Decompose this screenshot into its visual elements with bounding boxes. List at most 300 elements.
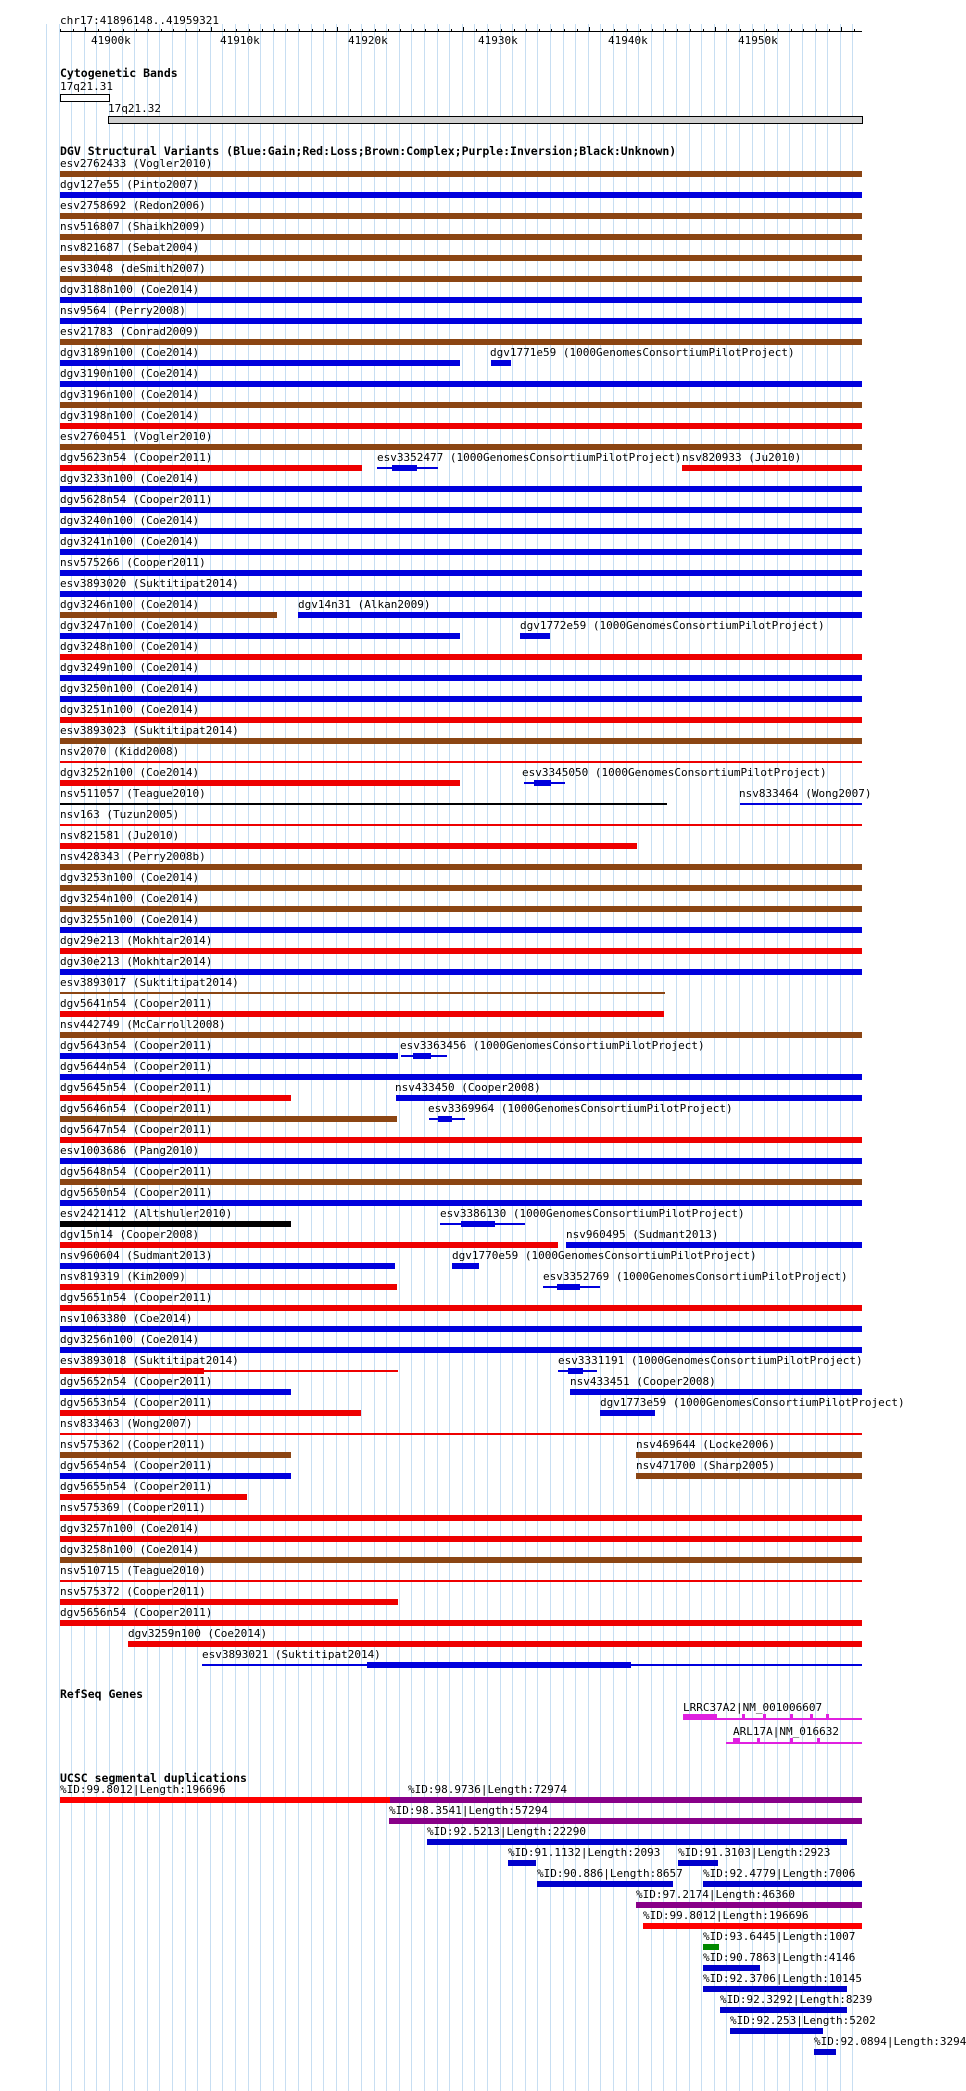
dgv-feature-nsv1063380-label: nsv1063380 (Coe2014) bbox=[60, 1312, 193, 1325]
ruler-tick bbox=[60, 29, 61, 32]
ruler-tick bbox=[514, 29, 515, 32]
ruler-tick bbox=[551, 29, 552, 32]
dgv-feature-dgv29e213-label: dgv29e213 (Mokhtar2014) bbox=[60, 934, 213, 947]
dgv-feature-dgv30e213[interactable] bbox=[60, 969, 862, 975]
grid-line bbox=[714, 24, 715, 2091]
dgv-feature-dgv5643n54-label: dgv5643n54 (Cooper2011) bbox=[60, 1039, 213, 1052]
grid-line bbox=[449, 24, 450, 2091]
segdup-feature[interactable] bbox=[643, 1923, 862, 1929]
grid-line bbox=[525, 24, 526, 2091]
segdup-label: %ID:92.0894|Length:3294 bbox=[814, 2035, 966, 2048]
dgv-feature-esv33048-label: esv33048 (deSmith2007) bbox=[60, 262, 206, 275]
ruler-tick bbox=[564, 29, 565, 32]
grid-line bbox=[437, 24, 438, 2091]
dgv-feature-dgv5656n54[interactable] bbox=[60, 1620, 862, 1626]
ruler-tick bbox=[274, 29, 275, 32]
dgv-feature-esv2762433[interactable] bbox=[60, 171, 862, 177]
dgv-feature-dgv5650n54[interactable] bbox=[60, 1200, 862, 1206]
ruler-tick bbox=[350, 29, 351, 32]
grid-line bbox=[462, 24, 463, 2091]
segdup-label: %ID:91.3103|Length:2923 bbox=[678, 1846, 831, 1859]
ruler-tick bbox=[299, 29, 300, 32]
ruler-tick bbox=[136, 29, 137, 32]
segdup-label: %ID:99.8012|Length:196696 bbox=[60, 1783, 226, 1796]
dgv-feature-dgv3251n100[interactable] bbox=[60, 717, 862, 723]
dgv-feature-nsv821581-label: nsv821581 (Ju2010) bbox=[60, 829, 180, 842]
dgv-feature-esv2758692-label: esv2758692 (Redon2006) bbox=[60, 199, 206, 212]
dgv-feature-nsv433451-label: nsv433451 (Cooper2008) bbox=[570, 1375, 716, 1388]
dgv-feature-dgv3249n100[interactable] bbox=[60, 675, 862, 681]
dgv-feature-nsv960604-label: nsv960604 (Sudmant2013) bbox=[60, 1249, 213, 1262]
segdup-label: %ID:97.2174|Length:46360 bbox=[636, 1888, 795, 1901]
dgv-feature-esv3893017[interactable] bbox=[60, 992, 665, 994]
dgv-feature-dgv3246n100[interactable] bbox=[60, 612, 277, 618]
dgv-feature-dgv1773e59-label: dgv1773e59 (1000GenomesConsortiumPilotProject) bbox=[600, 1396, 905, 1409]
dgv-feature-esv2421412[interactable] bbox=[60, 1221, 291, 1227]
dgv-feature-nsv516807-label: nsv516807 (Shaikh2009) bbox=[60, 220, 206, 233]
dgv-feature-dgv5644n54[interactable] bbox=[60, 1074, 862, 1080]
dgv-feature-esv3386130-label: esv3386130 (1000GenomesConsortiumPilotProject) bbox=[440, 1207, 745, 1220]
ruler-tick bbox=[463, 27, 464, 32]
segdup-feature[interactable] bbox=[730, 2028, 823, 2034]
ruler-tick bbox=[526, 29, 527, 32]
dgv-feature-dgv3189n100[interactable] bbox=[60, 360, 460, 366]
grid-line bbox=[789, 24, 790, 2091]
ruler-tick-label: 41900k bbox=[91, 34, 131, 47]
dgv-feature-dgv3240n100-label: dgv3240n100 (Coe2014) bbox=[60, 514, 200, 527]
dgv-feature-dgv3258n100-label: dgv3258n100 (Coe2014) bbox=[60, 1543, 200, 1556]
dgv-feature-nsv575372-label: nsv575372 (Cooper2011) bbox=[60, 1585, 206, 1598]
dgv-feature-esv3893023[interactable] bbox=[60, 738, 862, 744]
dgv-feature-dgv3233n100-label: dgv3233n100 (Coe2014) bbox=[60, 472, 200, 485]
segdup-feature[interactable] bbox=[60, 1797, 391, 1803]
dgv-feature-dgv1772e59-label: dgv1772e59 (1000GenomesConsortiumPilotProject) bbox=[520, 619, 825, 632]
ruler-tick bbox=[85, 27, 86, 32]
dgv-feature-dgv3253n100-label: dgv3253n100 (Coe2014) bbox=[60, 871, 200, 884]
dgv-feature-dgv3248n100[interactable] bbox=[60, 654, 862, 660]
ruler-tick bbox=[362, 29, 363, 32]
dgv-feature-esv3331191-label: esv3331191 (1000GenomesConsortiumPilotProject) bbox=[558, 1354, 863, 1367]
dgv-feature-dgv3250n100-label: dgv3250n100 (Coe2014) bbox=[60, 682, 200, 695]
ruler-tick bbox=[778, 29, 779, 32]
dgv-feature-nsv960495[interactable] bbox=[566, 1242, 862, 1248]
ruler-tick-label: 41950k bbox=[738, 34, 778, 47]
ruler-tick bbox=[312, 29, 313, 32]
grid-line bbox=[411, 24, 412, 2091]
dgv-feature-dgv5643n54[interactable] bbox=[60, 1053, 398, 1059]
grid-line bbox=[613, 24, 614, 2091]
dgv-feature-nsv510715[interactable] bbox=[60, 1580, 862, 1582]
ruler-tick-label: 41920k bbox=[348, 34, 388, 47]
segdup-label: %ID:98.9736|Length:72974 bbox=[408, 1783, 567, 1796]
ruler-line bbox=[60, 31, 862, 32]
dgv-feature-nsv433450[interactable] bbox=[396, 1095, 862, 1101]
dgv-feature-esv3345050-label: esv3345050 (1000GenomesConsortiumPilotProject) bbox=[522, 766, 827, 779]
grid-line bbox=[600, 24, 601, 2091]
gene-label-LRRC37A2: LRRC37A2|NM_001006607 bbox=[683, 1701, 823, 1714]
ruler-tick bbox=[829, 29, 830, 32]
dgv-feature-nsv163-label: nsv163 (Tuzun2005) bbox=[60, 808, 180, 821]
ruler-tick bbox=[614, 29, 615, 32]
dgv-feature-dgv3241n100[interactable] bbox=[60, 549, 862, 555]
dgv-feature-nsv9564[interactable] bbox=[60, 318, 862, 324]
segdup-label: %ID:92.3706|Length:10145 bbox=[703, 1972, 862, 1985]
dgv-feature-dgv3240n100[interactable] bbox=[60, 528, 862, 534]
dgv-feature-dgv5653n54-label: dgv5653n54 (Cooper2011) bbox=[60, 1396, 213, 1409]
ruler-tick bbox=[627, 29, 628, 32]
dgv-feature-dgv5651n54[interactable] bbox=[60, 1305, 862, 1311]
segdup-label: %ID:98.3541|Length:57294 bbox=[389, 1804, 548, 1817]
grid-line bbox=[651, 24, 652, 2091]
dgv-feature-dgv5647n54-label: dgv5647n54 (Cooper2011) bbox=[60, 1123, 213, 1136]
gene-LRRC37A2-exon[interactable] bbox=[763, 1714, 766, 1720]
dgv-feature-dgv1770e59-label: dgv1770e59 (1000GenomesConsortiumPilotProject) bbox=[452, 1249, 757, 1262]
dgv-feature-nsv471700-label: nsv471700 (Sharp2005) bbox=[636, 1459, 776, 1472]
dgv-feature-esv33048[interactable] bbox=[60, 276, 862, 282]
segdup-feature[interactable] bbox=[703, 1965, 760, 1971]
ruler-tick bbox=[577, 29, 578, 32]
dgv-feature-esv3369964-label: esv3369964 (1000GenomesConsortiumPilotProject) bbox=[428, 1102, 733, 1115]
dgv-feature-nsv575266[interactable] bbox=[60, 570, 862, 576]
dgv-feature-dgv5647n54[interactable] bbox=[60, 1137, 862, 1143]
ruler-tick bbox=[211, 27, 212, 32]
ruler-tick bbox=[375, 29, 376, 32]
dgv-feature-dgv1773e59[interactable] bbox=[600, 1410, 655, 1416]
dgv-feature-esv3363456-label: esv3363456 (1000GenomesConsortiumPilotProject) bbox=[400, 1039, 705, 1052]
segdup-label: %ID:92.5213|Length:22290 bbox=[427, 1825, 586, 1838]
gene-ARL17A-exon[interactable] bbox=[817, 1738, 820, 1744]
dgv-feature-dgv14n31[interactable] bbox=[298, 612, 862, 618]
ruler-tick bbox=[677, 29, 678, 32]
gene-ARL17A-exon[interactable] bbox=[757, 1738, 760, 1744]
dgv-feature-esv1003686[interactable] bbox=[60, 1158, 862, 1164]
grid-line bbox=[802, 24, 803, 2091]
dgv-feature-nsv819319[interactable] bbox=[60, 1284, 397, 1290]
dgv-feature-dgv1771e59-label: dgv1771e59 (1000GenomesConsortiumPilotProject) bbox=[490, 346, 795, 359]
gene-LRRC37A2-exon[interactable] bbox=[810, 1714, 813, 1720]
dgv-feature-nsv575369[interactable] bbox=[60, 1515, 862, 1521]
ruler-tick bbox=[236, 29, 237, 32]
dgv-feature-nsv516807[interactable] bbox=[60, 234, 862, 240]
ruler-tick bbox=[703, 29, 704, 32]
segdup-feature[interactable] bbox=[814, 2049, 836, 2055]
ruler-tick-label: 41930k bbox=[478, 34, 518, 47]
segdup-feature[interactable] bbox=[390, 1797, 862, 1803]
ruler-tick-label: 41940k bbox=[608, 34, 648, 47]
dgv-feature-nsv575372[interactable] bbox=[60, 1599, 398, 1605]
dgv-feature-nsv471700[interactable] bbox=[636, 1473, 862, 1479]
dgv-feature-dgv3254n100[interactable] bbox=[60, 906, 862, 912]
ruler-tick bbox=[148, 29, 149, 32]
dgv-feature-dgv5653n54[interactable] bbox=[60, 1410, 361, 1416]
ruler-tick bbox=[249, 29, 250, 32]
ruler-tick bbox=[841, 27, 842, 32]
gene-ARL17A[interactable] bbox=[726, 1742, 862, 1744]
dgv-feature-esv2760451-label: esv2760451 (Vogler2010) bbox=[60, 430, 213, 443]
dgv-feature-esv3893021-label: esv3893021 (Suktitipat2014) bbox=[202, 1648, 381, 1661]
dgv-feature-esv21783[interactable] bbox=[60, 339, 862, 345]
segdup-feature[interactable] bbox=[703, 1881, 862, 1887]
ruler-tick bbox=[123, 29, 124, 32]
gene-LRRC37A2-exon[interactable] bbox=[790, 1714, 793, 1720]
ruler-tick bbox=[262, 29, 263, 32]
dgv-feature-dgv14n31-label: dgv14n31 (Alkan2009) bbox=[298, 598, 431, 611]
dgv-feature-esv3369964-block[interactable] bbox=[438, 1116, 452, 1122]
segdup-feature[interactable] bbox=[678, 1860, 718, 1866]
dgv-feature-esv3352477-label: esv3352477 (1000GenomesConsortiumPilotProject) bbox=[377, 451, 682, 464]
dgv-feature-nsv442749-label: nsv442749 (McCarroll2008) bbox=[60, 1018, 226, 1031]
dgv-feature-dgv3250n100[interactable] bbox=[60, 696, 862, 702]
dgv-feature-nsv575266-label: nsv575266 (Cooper2011) bbox=[60, 556, 206, 569]
dgv-feature-nsv833464[interactable] bbox=[740, 803, 862, 805]
dgv-feature-esv3386130-block[interactable] bbox=[461, 1221, 495, 1227]
grid-line bbox=[752, 24, 753, 2091]
grid-line bbox=[777, 24, 778, 2091]
ruler-tick bbox=[186, 29, 187, 32]
dgv-feature-dgv1770e59[interactable] bbox=[452, 1263, 479, 1269]
dgv-feature-esv3331191-block[interactable] bbox=[568, 1368, 583, 1374]
grid-line bbox=[663, 24, 664, 2091]
dgv-feature-dgv3254n100-label: dgv3254n100 (Coe2014) bbox=[60, 892, 200, 905]
refseq-track-title: RefSeq Genes bbox=[60, 1687, 144, 1701]
dgv-feature-esv3363456-block[interactable] bbox=[413, 1053, 431, 1059]
cytoband-label: 17q21.31 bbox=[60, 80, 113, 93]
segdup-track-title: UCSC segmental duplications bbox=[60, 1771, 247, 1785]
dgv-feature-dgv3198n100-label: dgv3198n100 (Coe2014) bbox=[60, 409, 200, 422]
ruler-tick bbox=[438, 29, 439, 32]
dgv-feature-nsv442749[interactable] bbox=[60, 1032, 862, 1038]
gene-LRRC37A2-exon[interactable] bbox=[683, 1714, 717, 1720]
dgv-feature-nsv433451[interactable] bbox=[570, 1389, 862, 1395]
ruler-tick bbox=[488, 29, 489, 32]
segdup-label: %ID:92.253|Length:5202 bbox=[730, 2014, 876, 2027]
gene-ARL17A-exon[interactable] bbox=[733, 1738, 740, 1744]
ruler-tick bbox=[476, 29, 477, 32]
ruler-tick bbox=[640, 29, 641, 32]
grid-line bbox=[512, 24, 513, 2091]
dgv-feature-nsv821581[interactable] bbox=[60, 843, 637, 849]
grid-line bbox=[537, 24, 538, 2091]
grid-line bbox=[689, 24, 690, 2091]
gene-ARL17A-exon[interactable] bbox=[790, 1738, 793, 1744]
grid-line bbox=[827, 24, 828, 2091]
dgv-feature-dgv3259n100-label: dgv3259n100 (Coe2014) bbox=[128, 1627, 268, 1640]
dgv-feature-dgv5656n54-label: dgv5656n54 (Cooper2011) bbox=[60, 1606, 213, 1619]
dgv-feature-esv2760451[interactable] bbox=[60, 444, 862, 450]
dgv-feature-nsv469644[interactable] bbox=[636, 1452, 862, 1458]
ruler-tick bbox=[325, 29, 326, 32]
dgv-feature-nsv821687[interactable] bbox=[60, 255, 862, 261]
dgv-feature-dgv1772e59[interactable] bbox=[520, 633, 550, 639]
cytoband-17q21.32[interactable] bbox=[108, 116, 863, 124]
dgv-feature-esv3893017-label: esv3893017 (Suktitipat2014) bbox=[60, 976, 239, 989]
ruler-tick bbox=[803, 29, 804, 32]
grid-line bbox=[46, 24, 47, 2091]
dgv-feature-dgv3255n100[interactable] bbox=[60, 927, 862, 933]
dgv-feature-dgv3255n100-label: dgv3255n100 (Coe2014) bbox=[60, 913, 200, 926]
dgv-feature-dgv5646n54[interactable] bbox=[60, 1116, 397, 1122]
dgv-feature-esv3345050-block[interactable] bbox=[534, 780, 551, 786]
segdup-feature[interactable] bbox=[720, 2007, 847, 2013]
dgv-feature-dgv5641n54-label: dgv5641n54 (Cooper2011) bbox=[60, 997, 213, 1010]
dgv-feature-esv3352477-block[interactable] bbox=[392, 465, 417, 471]
ruler-tick bbox=[73, 29, 74, 32]
ruler-tick bbox=[425, 29, 426, 32]
dgv-feature-dgv3252n100-label: dgv3252n100 (Coe2014) bbox=[60, 766, 200, 779]
grid-line bbox=[676, 24, 677, 2091]
dgv-feature-dgv3196n100-label: dgv3196n100 (Coe2014) bbox=[60, 388, 200, 401]
dgv-feature-esv3893020-label: esv3893020 (Suktitipat2014) bbox=[60, 577, 239, 590]
ruler-tick bbox=[173, 29, 174, 32]
dgv-feature-dgv5652n54[interactable] bbox=[60, 1389, 291, 1395]
dgv-feature-nsv2070[interactable] bbox=[60, 761, 862, 763]
dgv-feature-dgv3190n100-label: dgv3190n100 (Coe2014) bbox=[60, 367, 200, 380]
dgv-feature-nsv575362[interactable] bbox=[60, 1452, 291, 1458]
dgv-track-title: DGV Structural Variants (Blue:Gain;Red:Loss;Brown:Complex;Purple:Inversion;Black:Unknown) bbox=[60, 144, 677, 158]
dgv-feature-dgv3252n100[interactable] bbox=[60, 780, 460, 786]
dgv-feature-esv3893018[interactable] bbox=[60, 1368, 204, 1374]
gene-LRRC37A2-exon[interactable] bbox=[742, 1714, 745, 1720]
ruler-tick bbox=[665, 29, 666, 32]
ruler-tick bbox=[199, 29, 200, 32]
segdup-feature[interactable] bbox=[389, 1818, 862, 1824]
dgv-feature-dgv5645n54[interactable] bbox=[60, 1095, 291, 1101]
dgv-feature-dgv3196n100[interactable] bbox=[60, 402, 862, 408]
dgv-feature-nsv428343-label: nsv428343 (Perry2008b) bbox=[60, 850, 206, 863]
dgv-feature-dgv127e55-label: dgv127e55 (Pinto2007) bbox=[60, 178, 200, 191]
dgv-feature-dgv5648n54-label: dgv5648n54 (Cooper2011) bbox=[60, 1165, 213, 1178]
dgv-feature-dgv3198n100[interactable] bbox=[60, 423, 862, 429]
segdup-label: %ID:92.3292|Length:8239 bbox=[720, 1993, 873, 2006]
dgv-feature-esv21783-label: esv21783 (Conrad2009) bbox=[60, 325, 200, 338]
dgv-feature-dgv5641n54[interactable] bbox=[60, 1011, 664, 1017]
dgv-feature-esv2758692[interactable] bbox=[60, 213, 862, 219]
dgv-feature-dgv3241n100-label: dgv3241n100 (Coe2014) bbox=[60, 535, 200, 548]
dgv-feature-nsv960604[interactable] bbox=[60, 1263, 395, 1269]
ruler-tick bbox=[337, 27, 338, 32]
ruler-tick bbox=[451, 29, 452, 32]
segdup-feature[interactable] bbox=[636, 1902, 862, 1908]
dgv-feature-dgv5628n54[interactable] bbox=[60, 507, 862, 513]
segdup-feature[interactable] bbox=[427, 1839, 847, 1845]
dgv-feature-dgv127e55[interactable] bbox=[60, 192, 862, 198]
dgv-feature-nsv833463[interactable] bbox=[60, 1433, 862, 1435]
dgv-feature-esv3352769-block[interactable] bbox=[557, 1284, 580, 1290]
dgv-feature-nsv960495-label: nsv960495 (Sudmant2013) bbox=[566, 1228, 719, 1241]
dgv-feature-nsv820933-label: nsv820933 (Ju2010) bbox=[682, 451, 802, 464]
segdup-feature[interactable] bbox=[508, 1860, 536, 1866]
dgv-feature-nsv469644-label: nsv469644 (Locke2006) bbox=[636, 1438, 776, 1451]
dgv-feature-esv2762433-label: esv2762433 (Vogler2010) bbox=[60, 157, 213, 170]
ruler-tick bbox=[753, 29, 754, 32]
dgv-feature-nsv1063380[interactable] bbox=[60, 1326, 862, 1332]
ruler-tick bbox=[728, 29, 729, 32]
cytoband-label: 17q21.32 bbox=[108, 102, 161, 115]
ruler-tick bbox=[690, 29, 691, 32]
ruler-tick bbox=[501, 29, 502, 32]
dgv-feature-dgv3257n100[interactable] bbox=[60, 1536, 862, 1542]
dgv-feature-dgv1771e59[interactable] bbox=[491, 360, 511, 366]
dgv-feature-dgv3256n100-label: dgv3256n100 (Coe2014) bbox=[60, 1333, 200, 1346]
dgv-feature-dgv3248n100-label: dgv3248n100 (Coe2014) bbox=[60, 640, 200, 653]
dgv-feature-nsv575362-label: nsv575362 (Cooper2011) bbox=[60, 1438, 206, 1451]
dgv-feature-esv1003686-label: esv1003686 (Pang2010) bbox=[60, 1144, 200, 1157]
dgv-feature-dgv5652n54-label: dgv5652n54 (Cooper2011) bbox=[60, 1375, 213, 1388]
dgv-feature-dgv3256n100[interactable] bbox=[60, 1347, 862, 1353]
dgv-feature-nsv433450-label: nsv433450 (Cooper2008) bbox=[395, 1081, 541, 1094]
ruler-tick bbox=[400, 29, 401, 32]
grid-line bbox=[550, 24, 551, 2091]
segdup-label: %ID:99.8012|Length:196696 bbox=[643, 1909, 809, 1922]
dgv-feature-nsv833464-label: nsv833464 (Wong2007) bbox=[739, 787, 872, 800]
grid-line bbox=[588, 24, 589, 2091]
dgv-feature-nsv833463-label: nsv833463 (Wong2007) bbox=[60, 1417, 193, 1430]
ruler-tick bbox=[740, 29, 741, 32]
dgv-feature-nsv163[interactable] bbox=[60, 824, 862, 826]
dgv-feature-dgv5654n54[interactable] bbox=[60, 1473, 291, 1479]
grid-line bbox=[815, 24, 816, 2091]
grid-line bbox=[626, 24, 627, 2091]
dgv-feature-dgv3259n100[interactable] bbox=[128, 1641, 862, 1647]
dgv-feature-dgv5628n54-label: dgv5628n54 (Cooper2011) bbox=[60, 493, 213, 506]
dgv-feature-dgv5623n54[interactable] bbox=[60, 465, 362, 471]
dgv-feature-esv3893023-label: esv3893023 (Suktitipat2014) bbox=[60, 724, 239, 737]
dgv-feature-dgv3247n100-label: dgv3247n100 (Coe2014) bbox=[60, 619, 200, 632]
dgv-feature-dgv5646n54-label: dgv5646n54 (Cooper2011) bbox=[60, 1102, 213, 1115]
dgv-feature-nsv511057[interactable] bbox=[60, 803, 667, 805]
dgv-feature-dgv5648n54[interactable] bbox=[60, 1179, 862, 1185]
dgv-feature-dgv29e213[interactable] bbox=[60, 948, 862, 954]
ruler-tick bbox=[539, 29, 540, 32]
dgv-feature-dgv5654n54-label: dgv5654n54 (Cooper2011) bbox=[60, 1459, 213, 1472]
segdup-label: %ID:93.6445|Length:1007 bbox=[703, 1930, 856, 1943]
dgv-feature-nsv2070-label: nsv2070 (Kidd2008) bbox=[60, 745, 180, 758]
segdup-feature[interactable] bbox=[703, 1986, 847, 1992]
dgv-feature-dgv3247n100[interactable] bbox=[60, 633, 460, 639]
dgv-feature-dgv15n14[interactable] bbox=[60, 1242, 558, 1248]
dgv-feature-esv2421412-label: esv2421412 (Altshuler2010) bbox=[60, 1207, 233, 1220]
dgv-feature-dgv3253n100[interactable] bbox=[60, 885, 862, 891]
dgv-feature-dgv3249n100-label: dgv3249n100 (Coe2014) bbox=[60, 661, 200, 674]
dgv-feature-dgv5644n54-label: dgv5644n54 (Cooper2011) bbox=[60, 1060, 213, 1073]
dgv-feature-nsv820933[interactable] bbox=[682, 465, 862, 471]
dgv-feature-nsv821687-label: nsv821687 (Sebat2004) bbox=[60, 241, 200, 254]
segdup-feature[interactable] bbox=[703, 1944, 719, 1950]
cytoband-17q21.31[interactable] bbox=[60, 94, 110, 102]
dgv-feature-esv3893020[interactable] bbox=[60, 591, 862, 597]
dgv-feature-dgv3257n100-label: dgv3257n100 (Coe2014) bbox=[60, 1522, 200, 1535]
dgv-feature-dgv3188n100[interactable] bbox=[60, 297, 862, 303]
grid-line bbox=[399, 24, 400, 2091]
dgv-feature-dgv3258n100[interactable] bbox=[60, 1557, 862, 1563]
grid-line bbox=[726, 24, 727, 2091]
dgv-feature-dgv5655n54[interactable] bbox=[60, 1494, 247, 1500]
dgv-feature-dgv3233n100[interactable] bbox=[60, 486, 862, 492]
ruler-tick bbox=[652, 29, 653, 32]
ruler-tick bbox=[388, 29, 389, 32]
grid-line bbox=[474, 24, 475, 2091]
grid-line bbox=[500, 24, 501, 2091]
dgv-feature-nsv428343[interactable] bbox=[60, 864, 862, 870]
gene-LRRC37A2-exon[interactable] bbox=[826, 1714, 829, 1720]
ruler-tick bbox=[854, 29, 855, 32]
dgv-feature-esv3893018-tail[interactable] bbox=[204, 1370, 398, 1372]
segdup-feature[interactable] bbox=[537, 1881, 673, 1887]
dgv-feature-dgv3246n100-label: dgv3246n100 (Coe2014) bbox=[60, 598, 200, 611]
dgv-feature-dgv3190n100[interactable] bbox=[60, 381, 862, 387]
dgv-feature-esv3893021-block[interactable] bbox=[367, 1662, 631, 1668]
dgv-feature-dgv5651n54-label: dgv5651n54 (Cooper2011) bbox=[60, 1291, 213, 1304]
